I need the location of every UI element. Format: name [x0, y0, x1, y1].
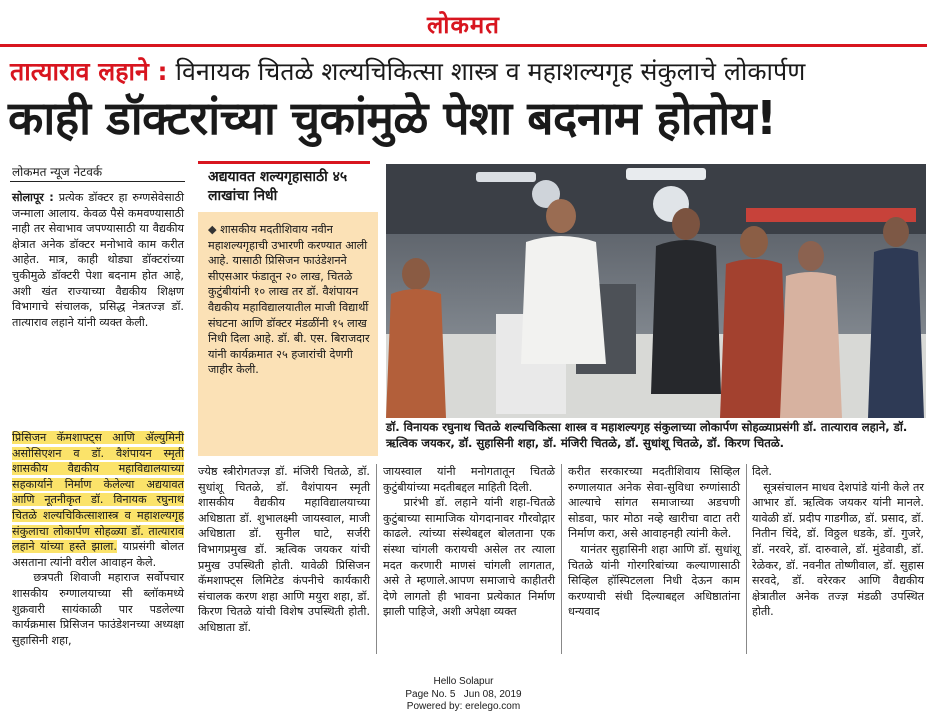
column-divider [376, 464, 377, 654]
article-column-1-continued [12, 430, 184, 648]
column-divider [561, 464, 562, 654]
kicker-text: विनायक चितळे शल्यचिकित्सा शास्त्र व महाशल्यगृह संकुलाचे लोकार्पण [175, 57, 806, 86]
article-paragraph: छत्रपती शिवाजी महाराज सर्वोपचार शासकीय रुग्णालयाच्या सी ब्लॉकमध्ये शुक्रवारी सायंकाळी पार पडलेल्या कार्यक्रमास प्रिसिजन फाउंडेशनच्या अध्यक्षा सुहासिनी शहा, [12, 571, 184, 647]
photo-caption: डॉ. विनायक रघुनाथ चितळे शल्यचिकित्सा शास्त्र व महाशल्यगृह संकुलाच्या लोकार्पण सोहळ्याप्रसंगी डॉ. तात्याराव लहाने, डॉ. ऋत्विक जयकर, डॉ. सुहासिनी शहा, डॉ. मंजिरी चितळे, डॉ. सुधांशू चितळे, डॉ. किरण चितळे. [386, 420, 908, 450]
article-column-3 [383, 464, 555, 620]
article-column-4 [568, 464, 740, 620]
footer-powered-by: Powered by: erelego.com [406, 701, 521, 712]
article-paragraph: करीत सरकारच्या मदतीशिवाय सिव्हिल रुग्णालयात अनेक सेवा-सुविधा रुग्णांसाठी आल्याचे सांगत समाजाच्या अडचणी सोडवा, फार मोठा नव्हे खारीचा वाटा तरी निर्माण करा, असे आवाहनही त्यांनी केले. [568, 465, 740, 541]
article-paragraph: प्रत्येक डॉक्टर हा रुग्णसेवेसाठी जन्माला आलाय. केवळ पैसे कमवण्यासाठी नाही तर सेवाभाव जपण्यासाठी या वैद्यकीय क्षेत्रात अनेक डॉक्टर मनोभावे काम करीत आहेत. मात्र, काही थोड्या डॉक्टरांच्या चुकीमुळे डॉक्टरी पेशा बदनाम होत आहे, अशी खंत राज्याच्या वैद्यकीय शिक्षण विभागाचे संचालक, प्रसिद्ध नेत्रतज्ज्ञ डॉ. तात्याराव लहाने यांनी व्यक्त केली. [12, 191, 184, 329]
masthead-logo: लोकमत [427, 10, 500, 39]
news-photo [386, 164, 926, 418]
footer-edition: Hello Solapur [433, 676, 494, 687]
article-column-1 [12, 190, 184, 330]
article-paragraph: याप्रसंगी बोलत असताना त्यांनी वरील आवाहन केले. [12, 540, 184, 569]
kicker-lead: तात्याराव लहाने : [10, 57, 168, 86]
byline: लोकमत न्यूज नेटवर्क [12, 165, 103, 179]
article-column-2: ज्येष्ठ स्त्रीरोगतज्ज्ञ डॉ. मंजिरी चितळे, डॉ. सुधांशू चितळे, डॉ. वैशंपायन स्मृती शासकीय वैद्यकीय महाविद्यालयाच्या अधिष्ठाता डॉ. शुभालक्ष्मी जायस्वाल, माजी अधिष्ठाता डॉ. सुनील घाटे, सर्जरी विभागप्रमुख डॉ. ऋत्विक जयकर यांची प्रमुख उपस्थिती होती. यावेळी प्रिसिजन कॅमशाफ्ट्स लिमिटेड कंपनीचे कार्यकारी संचालक करण शहा आणि मयुरा शहा, डॉ. किरण चितळे यांची विशेष उपस्थिती होती. अधिष्ठाता डॉ. [198, 465, 370, 634]
article-column-5 [752, 464, 924, 620]
page-footer [0, 676, 927, 714]
sidebar-box [198, 212, 378, 456]
article-paragraph: जायस्वाल यांनी मनोगतातून चितळे कुटुंबीयांच्या मदतीबद्दल माहिती दिली. [383, 465, 555, 494]
sidebar-title: अद्ययावत शल्यगृहासाठी ४५ लाखांचा निधी [198, 161, 370, 209]
kicker [10, 54, 920, 88]
article-paragraph: यानंतर सुहासिनी शहा आणि डॉ. सुधांशू चितळे यांनी गोरगरिबांच्या कल्याणासाठी सिव्हिल हॉस्पिटलला निधी देऊन काम करण्याची संधी दिल्याबद्दल अधिष्ठातांना धन्यवाद [568, 542, 740, 619]
column-divider [746, 464, 747, 654]
highlighted-text: प्रिसिजन कॅमशाफ्ट्स आणि ॲल्युमिनी असोसिएशन व डॉ. वैशंपायन स्मृती शासकीय वैद्यकीय महाविद्यालयाच्या सहकार्याने निर्माण केलेल्या अद्ययावत आणि नूतनीकृत डॉ. विनायक रघुनाथ चितळे शल्यचिकित्साशास्त्र व महाशल्यगृह संकुलाचा लोकार्पण सोहळ्या डॉ. तात्याराव लहाने यांच्या हस्ते झाला. [12, 431, 184, 554]
headline: काही डॉक्टरांच्या चुकांमुळे पेशा बदनाम होतोय! [8, 91, 777, 145]
sidebar-text: शासकीय मदतीशिवाय नवीन महाशल्यगृहाची उभारणी करण्यात आली आहे. यासाठी प्रिसिजन फाउंडेशनने सीएसआर फंडातून २० लाख, चितळे कुटुंबीयांनी १० लाख तर डॉ. वैशंपायन वैद्यकीय महाविद्यालयातील माजी विद्यार्थी संघटना आणि डॉक्टर मंडळींनी १५ लाख निधी दिला आहे. डॉ. बी. एस. बिराजदार यांनी कार्यक्रमात २५ हजारांची देणगी जाहीर केली. [208, 223, 370, 377]
diamond-bullet-icon: ◆ [208, 223, 217, 236]
byline-rule [10, 181, 185, 182]
photo-illustration [386, 164, 926, 418]
masthead-rule [0, 44, 927, 47]
article-paragraph: दिले. [752, 465, 772, 478]
footer-page-date: Page No. 5 Jun 08, 2019 [405, 688, 522, 700]
article-paragraph: सूत्रसंचालन माधव देशपांडे यांनी केले तर आभार डॉ. ऋत्विक जयकर यांनी मानले. यावेळी डॉ. प्रदीप गाडगीळ, डॉ. प्रसाद, डॉ. नितीन चिंदे, डॉ. विठ्ठल धडके, डॉ. गुजरे, डॉ. नरवरे, डॉ. दारुवाले, डॉ. मुंडेवाडी, डॉ. रेळेकर, डॉ. नवनीत तोष्णीवाल, डॉ. सुहास सरवदे, डॉ. वरेरकर आणि वैद्यकीय क्षेत्रातील अनेक तज्ज्ञ मंडळी उपस्थित होती. [752, 480, 925, 619]
article-paragraph: प्रारंभी डॉ. लहाने यांनी शहा-चितळे कुटुंबाच्या सामाजिक योगदानावर गौरवोद्गार काढले. त्यांच्या संस्थेबद्दल बोलताना एक संस्था चांगली करायची असेल तर त्याला मदत करणारी माणसं चांगली लागतात, असे ते म्हणाले.आपण समाजाचे काहीतरी देणे लागतो ही भावना प्रत्येकात निर्माण झाली पाहिजे, अशी अपेक्षा व्यक्त [383, 496, 556, 619]
dateline: सोलापूर : [12, 191, 54, 204]
